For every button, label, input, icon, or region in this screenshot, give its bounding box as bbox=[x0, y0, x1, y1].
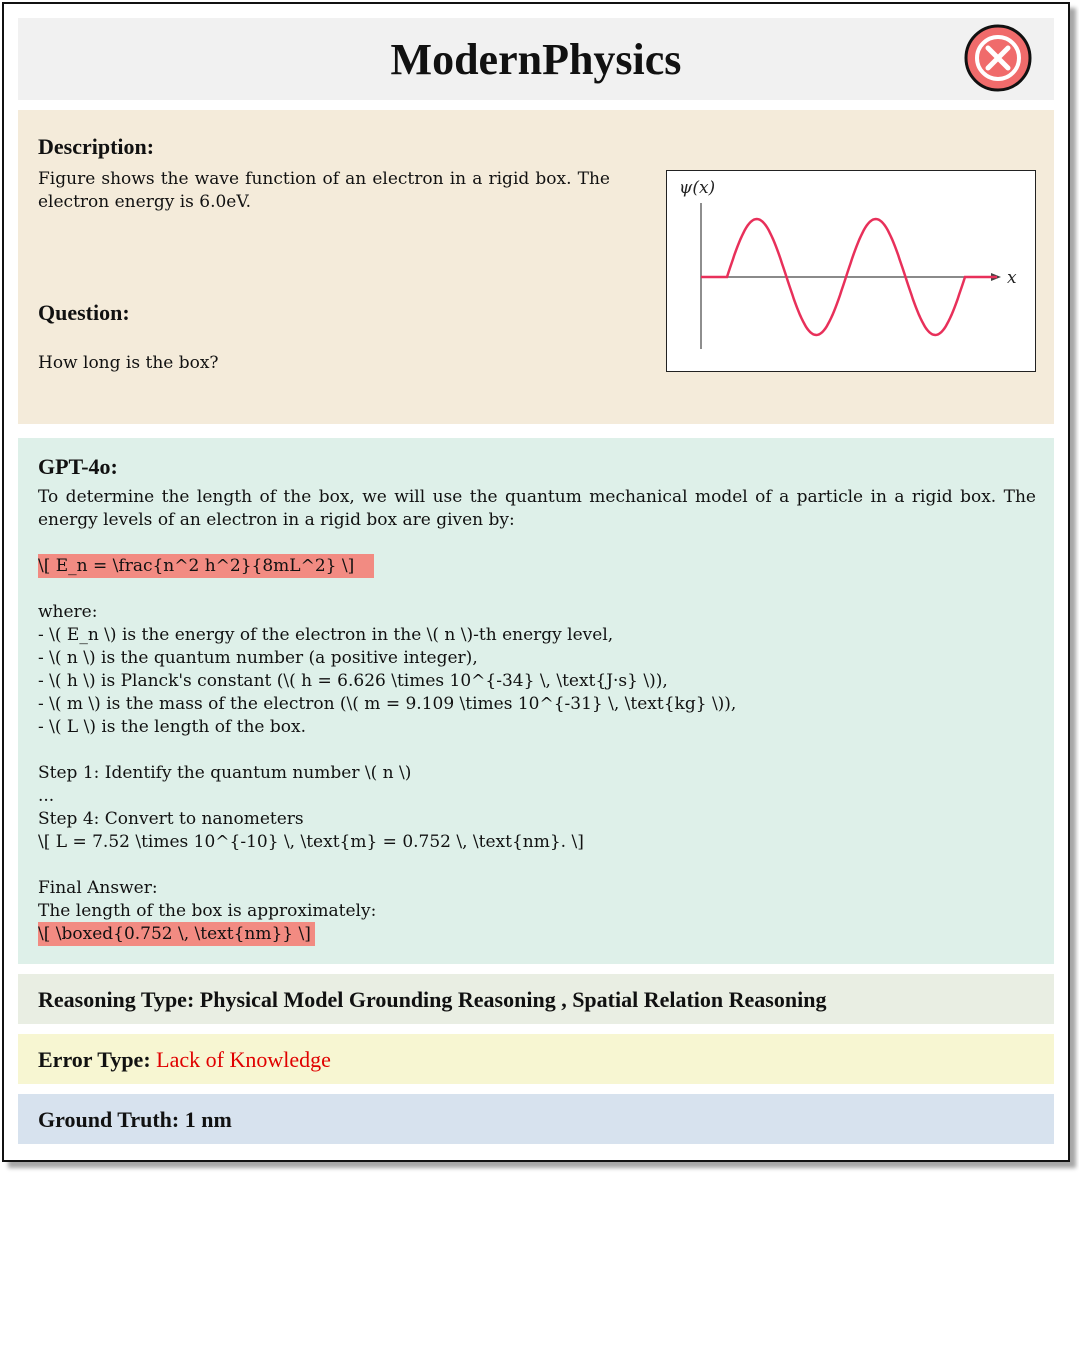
final-answer-text: The length of the box is approximately: bbox=[38, 901, 377, 921]
question-text: How long is the box? bbox=[38, 353, 219, 373]
question-heading: Question: bbox=[38, 300, 130, 325]
step-1: Step 1: Identify the quantum number \( n \) bbox=[38, 763, 412, 783]
description-heading: Description: bbox=[38, 134, 155, 159]
answer-heading: GPT-4o: bbox=[38, 454, 118, 479]
error-type-label: Error Type: bbox=[38, 1047, 157, 1072]
wave-function-figure bbox=[666, 170, 1036, 372]
description-section bbox=[18, 110, 1054, 424]
description-text: Figure shows the wave function of an electron in a rigid box. The electron energy is 6.0eV. bbox=[38, 169, 610, 212]
ground-truth-label: Ground Truth: 1 nm bbox=[38, 1107, 232, 1132]
bullet-item: - \( L \) is the length of the box. bbox=[38, 717, 306, 737]
answer-intro: To determine the length of the box, we will use the quantum mechanical model of a particle in a rigid box. The energy levels of an electron in a rigid box are given by: bbox=[38, 487, 1042, 530]
title-bar bbox=[18, 18, 1054, 100]
ground-truth-row bbox=[18, 1094, 1054, 1144]
card bbox=[2, 2, 1070, 1162]
bullet-item: - \( n \) is the quantum number (a positive integer), bbox=[38, 648, 478, 668]
answer-body bbox=[38, 486, 1042, 946]
step-4: Step 4: Convert to nanometers bbox=[38, 809, 304, 829]
ellipsis: ... bbox=[38, 786, 55, 806]
y-axis-label: ψ(x) bbox=[679, 178, 716, 198]
answer-section bbox=[18, 438, 1054, 964]
where-label: where: bbox=[38, 602, 98, 622]
reasoning-type-label: Reasoning Type: Physical Model Grounding Reasoning , Spatial Relation Reasoning bbox=[38, 987, 827, 1012]
bullet-item: - \( m \) is the mass of the electron (\( m = 9.109 \times 10^{-31} \, \text{kg} \)), bbox=[38, 694, 737, 714]
page-title: ModernPhysics bbox=[390, 35, 682, 84]
reasoning-type-row bbox=[18, 974, 1054, 1024]
bullet-item: - \( E_n \) is the energy of the electron in the \( n \)-th energy level, bbox=[38, 625, 614, 645]
error-type-row bbox=[18, 1034, 1054, 1084]
x-axis-label: x bbox=[1007, 268, 1017, 288]
error-type-value: Lack of Knowledge bbox=[156, 1047, 331, 1072]
final-answer-highlight: \[ \boxed{0.752 \, \text{nm}} \] bbox=[38, 922, 315, 946]
bullet-item: - \( h \) is Planck's constant (\( h = 6.626 \times 10^{-34} \, \text{J·s} \)), bbox=[38, 671, 668, 691]
error-x-icon bbox=[964, 24, 1032, 92]
step-4-formula: \[ L = 7.52 \times 10^{-10} \, \text{m} = 0.752 \, \text{nm}. \] bbox=[38, 832, 584, 852]
wave-function-plot bbox=[667, 171, 1035, 371]
formula-highlight: \[ E_n = \frac{n^2 h^2}{8mL^2} \] bbox=[38, 554, 374, 578]
final-answer-label: Final Answer: bbox=[38, 878, 158, 898]
